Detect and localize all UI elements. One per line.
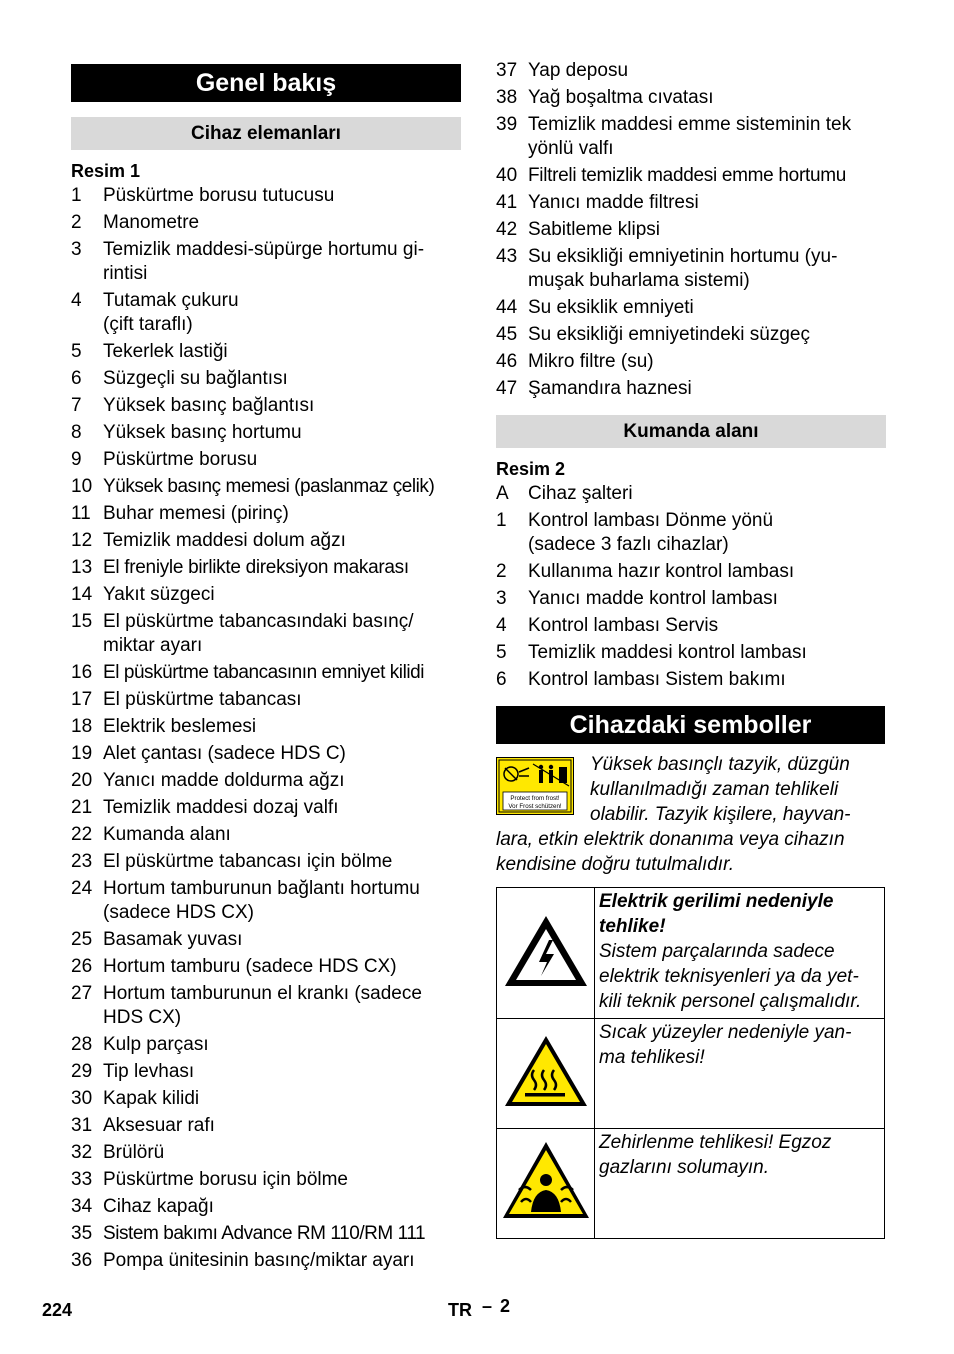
list-item <box>71 502 466 526</box>
list-item-number: 9 <box>71 449 82 470</box>
symbol-text-cell <box>595 1129 885 1239</box>
list-item-text: El püskürtme tabancası için bölme <box>103 851 393 872</box>
frost-warning-line-4: lara, etkin elektrik donanıma veya cihazın <box>496 829 845 850</box>
list-item <box>71 583 466 607</box>
list-item-text: Filtreli temizlik maddesi emme hortumu <box>528 165 847 186</box>
list-item <box>496 668 891 692</box>
symbol-row-hot-surface <box>497 1019 885 1129</box>
list-item-number: 29 <box>71 1061 93 1082</box>
list-item-number: 31 <box>71 1115 93 1136</box>
list-item-text: Cihaz şalteri <box>528 483 633 504</box>
list-item-number: 45 <box>496 324 518 345</box>
list-item-number: 47 <box>496 378 518 399</box>
list-item-number: 8 <box>71 422 82 443</box>
list-item-number: 30 <box>71 1088 93 1109</box>
list-item-text: Kapak kilidi <box>103 1088 200 1109</box>
footer-subpage: 2 <box>500 1296 511 1316</box>
list-item <box>71 688 466 712</box>
list-item-number: 5 <box>71 341 82 362</box>
toxic-fumes-icon <box>501 1209 591 1226</box>
list-item-text: Su eksiklik emniyeti <box>528 297 694 318</box>
list-item-text: Temizlik maddesi-süpürge hortumu gi- rintisi <box>103 239 425 284</box>
list-item-number: 41 <box>496 192 518 213</box>
figure-ref-resim-2: Resim 2 <box>496 459 566 479</box>
list-item-number: 21 <box>71 797 93 818</box>
list-item-text: Kontrol lambası Dönme yönü (sadece 3 fazlı cihazlar) <box>528 510 774 555</box>
figure-ref-resim-1: Resim 1 <box>71 161 141 181</box>
list-item <box>71 796 466 820</box>
list-item-number: 39 <box>496 114 518 135</box>
list-item-number: 11 <box>71 503 91 524</box>
list-item <box>496 614 891 638</box>
list-item <box>496 350 891 374</box>
list-item-number: 15 <box>71 611 93 632</box>
list-item-number: 13 <box>71 557 93 578</box>
list-item-number: 44 <box>496 297 518 318</box>
list-item-text: Alet çantası (sadece HDS C) <box>103 743 346 764</box>
list-item <box>71 1060 466 1084</box>
list-item-text: Kullanıma hazır kontrol lambası <box>528 561 795 582</box>
list-item-text: Basamak yuvası <box>103 929 243 950</box>
list-item-text: Yap deposu <box>528 60 629 81</box>
list-item-number: 4 <box>71 290 82 311</box>
list-item <box>71 1249 466 1273</box>
list-item-number: 5 <box>496 642 507 663</box>
list-item-text: Püskürtme borusu için bölme <box>103 1169 348 1190</box>
list-item <box>496 113 891 161</box>
list-item-text: Buhar memesi (pirinç) <box>103 503 289 524</box>
list-item-text: Püskürtme borusu <box>103 449 258 470</box>
list-item-text: Kulp parçası <box>103 1034 209 1055</box>
list-item <box>71 1087 466 1111</box>
list-item <box>496 164 891 188</box>
symbol-icon-cell <box>497 1019 595 1129</box>
list-item-text: Temizlik maddesi kontrol lambası <box>528 642 807 663</box>
symbol-icon-cell <box>497 888 595 1019</box>
list-item <box>71 238 466 286</box>
list-item-number: 32 <box>71 1142 93 1163</box>
list-item <box>71 769 466 793</box>
list-item <box>496 296 891 320</box>
section-title-cihazdaki-semboller: Cihazdaki semboller <box>496 706 885 744</box>
list-item-text: Mikro filtre (su) <box>528 351 654 372</box>
symbol-row-electric <box>497 888 885 1019</box>
list-item-text: Cihaz kapağı <box>103 1196 214 1217</box>
list-item <box>496 86 891 110</box>
list-item-text: El freniyle birlikte direksiyon makarası <box>103 557 409 578</box>
list-item-number: A <box>496 483 509 504</box>
list-item <box>71 1141 466 1165</box>
list-item-text: Şamandıra haznesi <box>528 378 692 399</box>
list-item-text: Sabitleme klipsi <box>528 219 660 240</box>
list-item-text: Hortum tamburunun el krankı (sadece HDS CX) <box>103 983 422 1028</box>
symbol-row-toxic-fumes <box>497 1129 885 1239</box>
list-item-number: 12 <box>71 530 93 551</box>
list-item-text: Yağ boşaltma cıvatası <box>528 87 714 108</box>
component-list-right <box>496 59 891 404</box>
list-item-number: 18 <box>71 716 93 737</box>
list-item <box>496 482 891 506</box>
list-item-text: Temizlik maddesi emme sisteminin tek yönlü valfı <box>528 114 852 159</box>
list-item-number: 20 <box>71 770 93 791</box>
frost-warning-line-5: kendisine doğru tutulmalıdır. <box>496 854 734 875</box>
list-item-text: Su eksikliği emniyetinin hortumu (yu- muşak buharlama sistemi) <box>528 246 838 291</box>
list-item-number: 27 <box>71 983 93 1004</box>
page-number: 224 <box>42 1300 73 1320</box>
list-item <box>71 211 466 235</box>
list-item-text: Sistem bakımı Advance RM 110/RM 111 <box>103 1223 426 1244</box>
list-item-text: Tip levhası <box>103 1061 195 1082</box>
list-item-number: 3 <box>71 239 82 260</box>
list-item <box>496 560 891 584</box>
frost-warning-line-2: kullanılmadığı zaman tehlikeli <box>590 779 839 800</box>
list-item-text: Hortum tamburunun bağlantı hortumu (sadece HDS CX) <box>103 878 420 923</box>
list-item-number: 23 <box>71 851 93 872</box>
list-item <box>71 850 466 874</box>
frost-warning-icon <box>496 757 574 815</box>
list-item <box>496 323 891 347</box>
list-item-text: Temizlik maddesi dozaj valfı <box>103 797 339 818</box>
frost-icon-label-1: Protect from frost! <box>510 795 560 802</box>
list-item-text: Yüksek basınç memesi (paslanmaz çelik) <box>103 476 435 497</box>
list-item-number: 14 <box>71 584 93 605</box>
symbol-text-cell <box>595 888 885 1019</box>
list-item-number: 46 <box>496 351 518 372</box>
list-item <box>71 982 466 1030</box>
list-item-text: Püskürtme borusu tutucusu <box>103 185 335 206</box>
list-item <box>71 877 466 925</box>
list-item <box>71 955 466 979</box>
list-item-number: 37 <box>496 60 518 81</box>
list-item-text: Yakıt süzgeci <box>103 584 215 605</box>
list-item-number: 7 <box>71 395 82 416</box>
list-item-number: 40 <box>496 165 518 186</box>
list-item <box>496 509 891 557</box>
list-item-number: 42 <box>496 219 518 240</box>
list-item-number: 17 <box>71 689 93 710</box>
frost-warning-line-1: Yüksek basınçlı tazyik, düzgün <box>590 754 850 775</box>
list-item-text: Yüksek basınç bağlantısı <box>103 395 315 416</box>
list-item <box>71 742 466 766</box>
list-item-text: El püskürtme tabancasının emniyet kilidi <box>103 662 424 683</box>
symbol-text-cell <box>595 1019 885 1129</box>
list-item-text: Kontrol lambası Servis <box>528 615 719 636</box>
list-item-text: Aksesuar rafı <box>103 1115 215 1136</box>
list-item-text: Su eksikliği emniyetindeki süzgeç <box>528 324 810 345</box>
symbols-table <box>496 887 885 1239</box>
list-item <box>71 421 466 445</box>
electric-hazard-icon <box>501 977 591 994</box>
list-item <box>71 1195 466 1219</box>
subsection-cihaz-elemanlari: Cihaz elemanları <box>71 117 461 150</box>
list-item-text: Tutamak çukuru (çift taraflı) <box>103 290 239 335</box>
list-item-text: El püskürtme tabancasındaki basınç/ miktar ayarı <box>103 611 414 656</box>
list-item-number: 1 <box>71 185 82 206</box>
frost-icon-label-2: Vor Frost schützen! <box>508 803 562 810</box>
list-item-number: 25 <box>71 929 93 950</box>
list-item-text: Kontrol lambası Sistem bakımı <box>528 669 786 690</box>
component-list-left <box>71 184 466 1276</box>
list-item-text: El püskürtme tabancası <box>103 689 302 710</box>
list-item <box>71 340 466 364</box>
list-item-text: Tekerlek lastiği <box>103 341 228 362</box>
list-item-text: Yanıcı madde doldurma ağzı <box>103 770 345 791</box>
list-item-number: 22 <box>71 824 93 845</box>
list-item-text: Yüksek basınç hortumu <box>103 422 302 443</box>
list-item <box>496 191 891 215</box>
list-item-number: 3 <box>496 588 507 609</box>
list-item-number: 36 <box>71 1250 93 1271</box>
list-item <box>71 1114 466 1138</box>
list-item <box>71 289 466 337</box>
list-item-text: Elektrik beslemesi <box>103 716 257 737</box>
list-item <box>71 823 466 847</box>
list-item <box>496 59 891 83</box>
list-item-text: Yanıcı madde filtresi <box>528 192 699 213</box>
list-item-number: 24 <box>71 878 93 899</box>
electric-hazard-text: Sistem parçalarında sadece elektrik teknisyenleri ya da yet- kili teknik personel çalışmalıdır. <box>599 941 862 1012</box>
list-item-number: 4 <box>496 615 507 636</box>
list-item <box>71 715 466 739</box>
list-item-text: Hortum tamburu (sadece HDS CX) <box>103 956 397 977</box>
list-item <box>496 641 891 665</box>
list-item <box>71 1222 466 1246</box>
list-item <box>496 245 891 293</box>
list-item-number: 26 <box>71 956 93 977</box>
list-item <box>71 529 466 553</box>
language-code: TR <box>448 1300 472 1320</box>
list-item <box>71 367 466 391</box>
list-item <box>71 394 466 418</box>
list-item <box>496 218 891 242</box>
list-item-number: 10 <box>71 476 93 497</box>
list-item-number: 43 <box>496 246 518 267</box>
section-title-genel-bakis: Genel bakış <box>71 64 461 102</box>
list-item <box>71 928 466 952</box>
list-item-number: 35 <box>71 1223 93 1244</box>
list-item-number: 28 <box>71 1034 93 1055</box>
control-panel-list <box>496 482 891 695</box>
list-item-text: Yanıcı madde kontrol lambası <box>528 588 778 609</box>
list-item <box>71 184 466 208</box>
list-item <box>496 377 891 401</box>
list-item <box>71 610 466 658</box>
list-item-text: Temizlik maddesi dolum ağzı <box>103 530 346 551</box>
footer-dash: – <box>482 1296 493 1316</box>
list-item-number: 1 <box>496 510 507 531</box>
list-item <box>71 475 466 499</box>
list-item <box>71 556 466 580</box>
list-item-number: 2 <box>71 212 82 233</box>
list-item-number: 6 <box>71 368 82 389</box>
list-item <box>71 1168 466 1192</box>
symbol-icon-cell <box>497 1129 595 1239</box>
list-item-text: Pompa ünitesinin basınç/miktar ayarı <box>103 1250 415 1271</box>
list-item-text: Kumanda alanı <box>103 824 231 845</box>
frost-warning-line-3: olabilir. Tazyik kişilere, hayvan- <box>590 804 851 825</box>
list-item-number: 16 <box>71 662 93 683</box>
list-item <box>71 1033 466 1057</box>
electric-hazard-heading: Elektrik gerilimi nedeniyle tehlike! <box>599 891 834 937</box>
list-item <box>496 587 891 611</box>
list-item-text: Süzgeçli su bağlantısı <box>103 368 288 389</box>
list-item <box>71 448 466 472</box>
subsection-kumanda-alani: Kumanda alanı <box>496 415 886 448</box>
hot-surface-icon <box>501 1097 591 1114</box>
list-item-number: 33 <box>71 1169 93 1190</box>
list-item <box>71 661 466 685</box>
list-item-text: Manometre <box>103 212 200 233</box>
list-item-number: 34 <box>71 1196 93 1217</box>
list-item-number: 6 <box>496 669 507 690</box>
toxic-fumes-text: Zehirlenme tehlikesi! Egzoz gazlarını solumayın. <box>599 1132 832 1178</box>
list-item-number: 38 <box>496 87 518 108</box>
hot-surface-text: Sıcak yüzeyler nedeniyle yan- ma tehlikesi! <box>599 1022 852 1068</box>
list-item-number: 2 <box>496 561 507 582</box>
list-item-text: Brülörü <box>103 1142 165 1163</box>
list-item-number: 19 <box>71 743 93 764</box>
